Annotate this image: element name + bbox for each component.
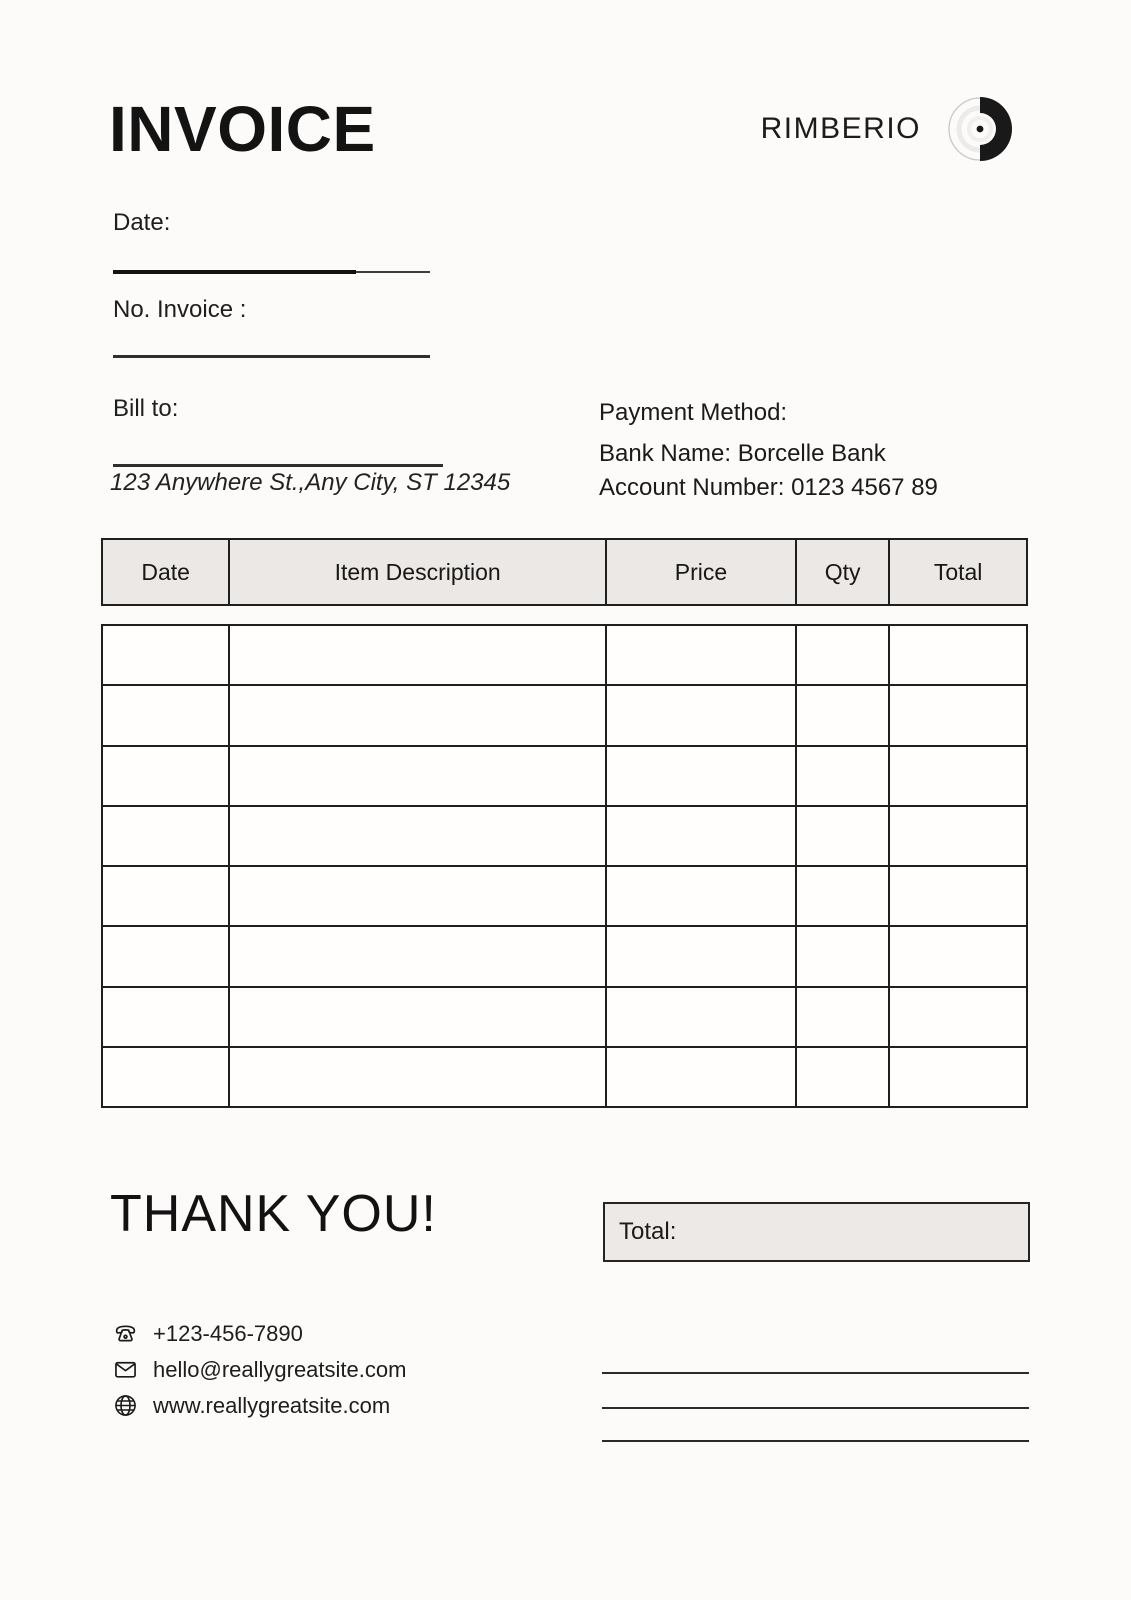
date-label: Date: — [113, 209, 171, 236]
table-cell[interactable] — [230, 988, 607, 1046]
table-cell[interactable] — [230, 1048, 607, 1106]
table-cell[interactable] — [797, 747, 890, 805]
bill-to-label: Bill to: — [113, 395, 179, 422]
table-cell[interactable] — [607, 626, 797, 684]
table-cell[interactable] — [890, 686, 1026, 744]
contact-block — [112, 1320, 406, 1419]
table-cell[interactable] — [103, 686, 230, 744]
table-cell[interactable] — [890, 807, 1026, 865]
table-cell[interactable] — [890, 747, 1026, 805]
invoice-no-label: No. Invoice : — [113, 296, 247, 323]
table-row — [103, 747, 1026, 807]
table-cell[interactable] — [797, 626, 890, 684]
table-cell[interactable] — [230, 807, 607, 865]
table-cell[interactable] — [797, 988, 890, 1046]
bank-name: Bank Name: Borcelle Bank — [599, 440, 886, 467]
table-row — [103, 988, 1026, 1048]
table-row — [103, 867, 1026, 927]
brand — [761, 96, 1013, 162]
table-cell[interactable] — [890, 1048, 1026, 1106]
table-cell[interactable] — [230, 747, 607, 805]
table-cell[interactable] — [797, 807, 890, 865]
signature-fill-line[interactable] — [602, 1440, 1029, 1442]
table-cell[interactable] — [103, 988, 230, 1046]
table-cell[interactable] — [103, 927, 230, 985]
payment-method-block — [599, 396, 938, 505]
table-cell[interactable] — [607, 1048, 797, 1106]
thank-you-text: THANK YOU! — [110, 1185, 437, 1243]
table-cell[interactable] — [230, 626, 607, 684]
contact-email-row — [112, 1356, 406, 1383]
half-ring-dot-icon — [947, 96, 1013, 162]
table-cell[interactable] — [797, 867, 890, 925]
table-cell[interactable] — [103, 1048, 230, 1106]
table-row — [103, 1048, 1026, 1106]
table-cell[interactable] — [890, 927, 1026, 985]
account-number: Account Number: 0123 4567 89 — [599, 474, 938, 501]
column-header-qty: Qty — [797, 540, 890, 604]
table-cell[interactable] — [797, 927, 890, 985]
table-cell[interactable] — [797, 686, 890, 744]
bill-to-fill-line[interactable] — [113, 464, 443, 467]
table-cell[interactable] — [607, 867, 797, 925]
table-cell[interactable] — [797, 1048, 890, 1106]
items-table-body — [101, 624, 1028, 1108]
table-row — [103, 686, 1026, 746]
page-title: INVOICE — [109, 93, 376, 165]
table-cell[interactable] — [607, 807, 797, 865]
total-label: Total: — [619, 1218, 677, 1245]
table-cell[interactable] — [890, 626, 1026, 684]
table-row — [103, 807, 1026, 867]
date-fill-line-overlay — [113, 270, 356, 274]
table-cell[interactable] — [607, 686, 797, 744]
table-cell[interactable] — [103, 807, 230, 865]
signature-fill-line[interactable] — [602, 1372, 1029, 1374]
table-cell[interactable] — [890, 988, 1026, 1046]
column-header-total: Total — [933, 558, 983, 585]
table-cell[interactable] — [230, 686, 607, 744]
table-row — [103, 626, 1026, 686]
column-header-item-description: Item Description — [230, 540, 607, 604]
table-cell[interactable] — [230, 927, 607, 985]
signature-fill-line[interactable] — [602, 1407, 1029, 1409]
table-cell[interactable] — [230, 867, 607, 925]
table-row — [103, 927, 1026, 987]
envelope-icon — [112, 1356, 139, 1383]
contact-email: hello@reallygreatsite.com — [153, 1356, 407, 1382]
contact-phone-row — [112, 1320, 406, 1347]
table-cell[interactable] — [890, 867, 1026, 925]
payment-method-label: Payment Method: — [599, 399, 788, 426]
contact-phone: +123-456-7890 — [153, 1320, 303, 1346]
table-cell[interactable] — [607, 927, 797, 985]
invoice-no-fill-line[interactable] — [113, 355, 430, 358]
items-table-header — [101, 538, 1028, 606]
total-box[interactable] — [603, 1202, 1030, 1262]
column-header-date: Date — [103, 540, 230, 604]
table-cell[interactable] — [103, 626, 230, 684]
contact-website: www.reallygreatsite.com — [153, 1392, 391, 1418]
table-cell[interactable] — [103, 867, 230, 925]
table-cell[interactable] — [607, 747, 797, 805]
column-header-price: Price — [607, 540, 797, 604]
table-cell[interactable] — [103, 747, 230, 805]
phone-icon — [112, 1320, 139, 1347]
globe-icon — [112, 1392, 139, 1419]
contact-website-row — [112, 1392, 406, 1419]
bill-to-address: 123 Anywhere St.,Any City, ST 12345 — [110, 469, 511, 496]
table-cell[interactable] — [607, 988, 797, 1046]
brand-name: RIMBERIO — [760, 112, 921, 145]
